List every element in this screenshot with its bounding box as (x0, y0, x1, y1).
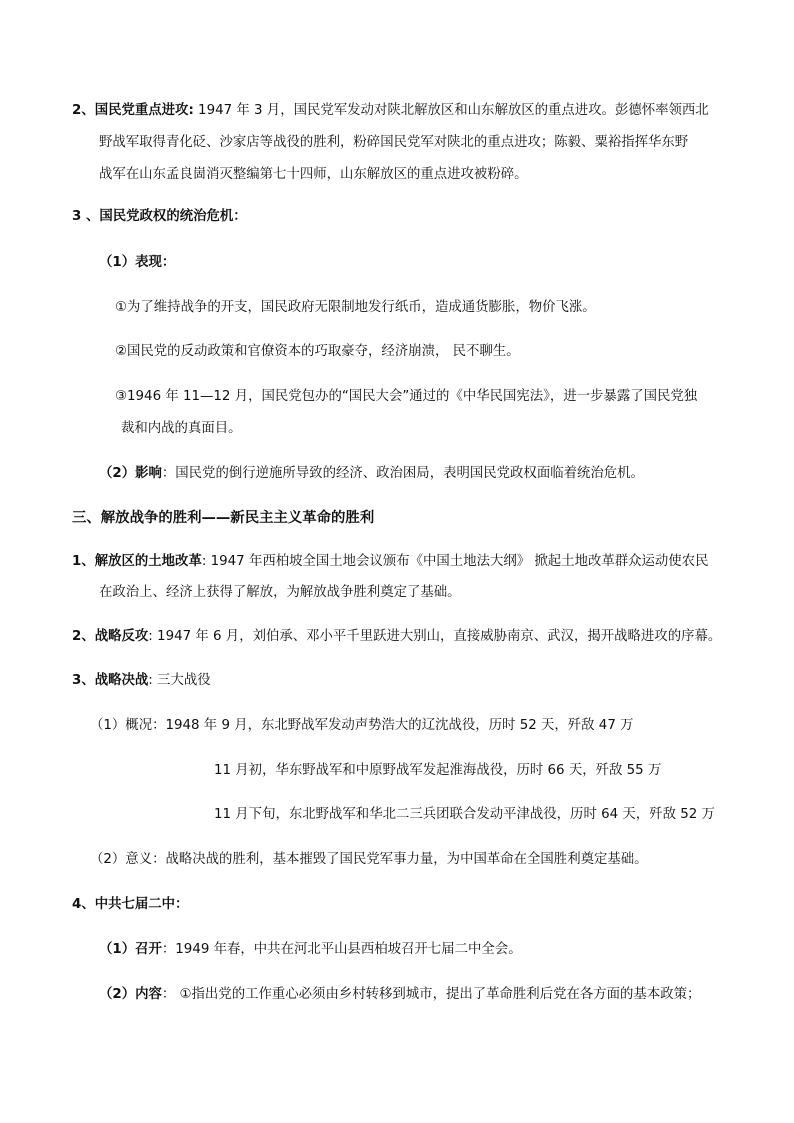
section-2-line-1 (72, 101, 709, 121)
topic-1-line-1 (72, 552, 708, 572)
topic-3-text: : 三大战役 (148, 673, 211, 688)
section-3-item-1: ①为了维持战争的开支，国民政府无限制地发行纸币，造成通货膨胀，物价飞涨。 (115, 300, 596, 315)
topic-1-text: : 1947 年西柏坡全国土地会议颁布《中国土地法大纲》 掀起土地改革群众运动使农民 (201, 554, 709, 569)
topic-3-significance: （2）意义：战略决战的胜利，基本摧毁了国民党军事力量，为中国革命在全国胜利奠定基础。 (90, 852, 648, 867)
topic-1-heading: 1、解放区的土地改革 (72, 554, 202, 569)
chapter-3-heading: 三、解放战争的胜利——新民主主义革命的胜利 (72, 510, 375, 526)
topic-3-overview-1: （1）概况：1948 年 9 月，东北野战军发动声势浩大的辽沈战役，历时 52 天，歼敌 47 万 (90, 718, 634, 733)
topic-4-item-1 (99, 940, 522, 960)
topic-2-heading: 2、战略反攻 (72, 629, 149, 644)
topic-4-item-1-heading: （1）召开 (99, 942, 162, 957)
topic-3-overview-3: 11 月下旬，东北野战军和华北二三兵团联合发动平津战役，历时 64 天，歼敌 52 万 (214, 807, 715, 822)
section-2-heading: 2、国民党重点进攻: (72, 103, 194, 118)
section-3-sub-2-heading: （2）影响 (99, 466, 162, 481)
section-3-sub-2 (99, 464, 644, 484)
section-3-item-3-line-2: 裁和内战的真面目。 (121, 421, 242, 436)
topic-1-line-2: 在政治上、经济上获得了解放，为解放战争胜利奠定了基础。 (99, 585, 461, 600)
topic-4-item-2-heading: （2）内容 (99, 987, 162, 1002)
topic-3-heading: 3、战略决战 (72, 673, 149, 688)
topic-3-line (72, 671, 211, 691)
topic-3-overview-2: 11 月初，华东野战军和中原野战军发起淮海战役，历时 66 天，歼敌 55 万 (214, 763, 662, 778)
section-3-item-3-line-1: ③1946 年 11—12 月，国民党包办的“国民大会”通过的《中华民国宪法》，进一步暴露了国民党独 (115, 389, 698, 404)
section-3-item-2: ②国民党的反动政策和官僚资本的巧取豪夺，经济崩溃， 民不聊生。 (115, 344, 520, 359)
topic-2-text: : 1947 年 6 月，刘伯承、邓小平千里跃进大别山，直接威胁南京、武汉，揭开战略进攻的序幕。 (148, 629, 722, 644)
topic-4-item-2-text: ： ①指出党的工作重心必须由乡村转移到城市，提出了革命胜利后党在各方面的基本政策； (161, 987, 701, 1002)
topic-2-line (72, 627, 721, 647)
topic-4-heading: 4、中共七届二中： (72, 897, 189, 912)
topic-4-item-2 (99, 985, 700, 1005)
section-3-sub-2-text: ：国民党的倒行逆施所导致的经济、政治困局，表明国民党政权面临着统治危机。 (161, 466, 644, 481)
section-2-text: 1947 年 3 月，国民党军发动对陕北解放区和山东解放区的重点进攻。彭德怀率领西北 (193, 103, 709, 118)
section-3-heading: 3 、国民党政权的统治危机： (72, 209, 247, 224)
section-2-line-2: 野战军取得青化砭、沙家店等战役的胜利，粉碎国民党军对陕北的重点进攻；陈毅、粟裕指挥华东野 (99, 135, 689, 150)
section-2-line-3: 战军在山东孟良崮消灭整编第七十四师，山东解放区的重点进攻被粉碎。 (99, 167, 528, 182)
topic-4-item-1-text: ：1949 年春，中共在河北平山县西柏坡召开七届二中全会。 (161, 942, 522, 957)
section-3-sub-1-heading: （1）表现： (99, 255, 176, 270)
